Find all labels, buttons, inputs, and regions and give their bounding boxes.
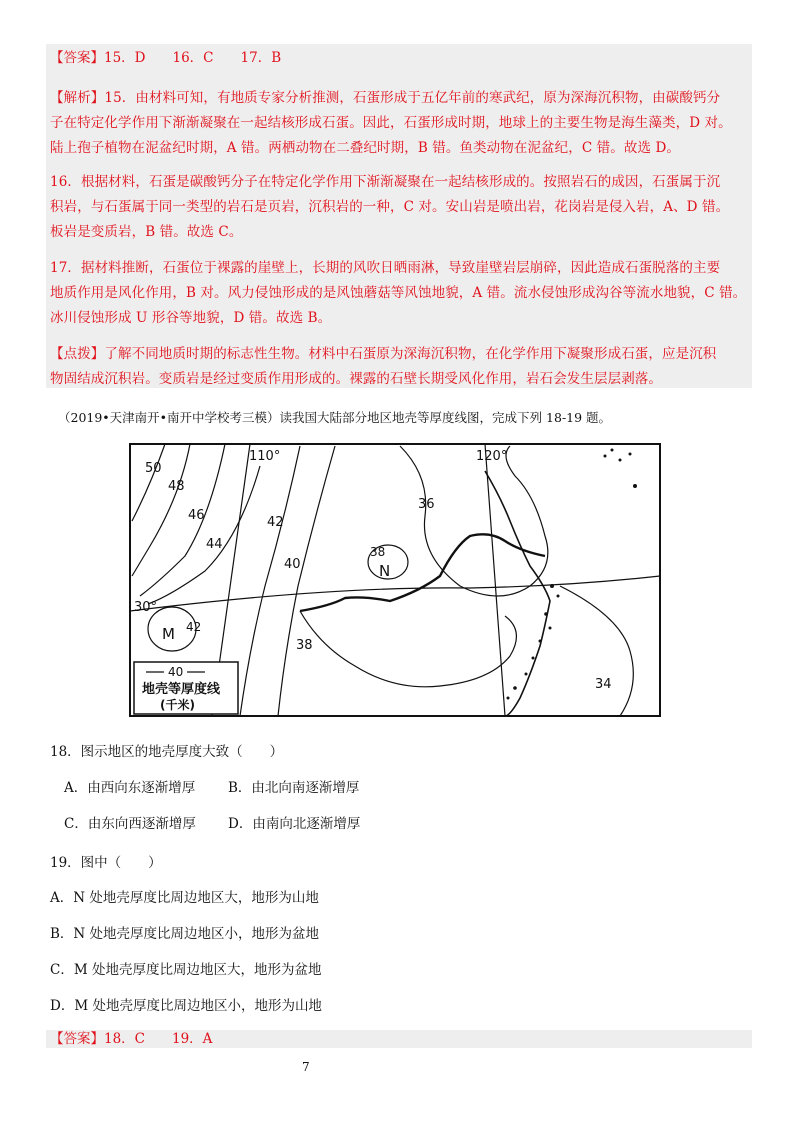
tip [50, 342, 750, 392]
meridian-110-label: 110° [249, 449, 281, 464]
page-number: 7 [302, 1060, 310, 1074]
analysis-17-line-1: 17．据材料推断，石蛋位于裸露的崖壁上，长期的风吹日晒雨淋，导致崖壁岩层崩碎，因此造成石蛋脱落的主要 [50, 260, 721, 276]
q18-stem: 18．图示地区的地壳厚度大致（ ） [50, 744, 284, 760]
legend-value: 40 [168, 665, 184, 679]
contour-label-42-m: 42 [186, 620, 202, 634]
answer-line-1 [50, 48, 281, 68]
tip-line-1: 了解不同地质时期的标志性生物。材料中石蛋原为深海沉积物，在化学作用下凝聚形成石蛋，应是沉积 [104, 346, 717, 362]
analysis-17-line-2: 地质作用是风化作用，B 对。风力侵蚀形成的是风蚀蘑菇等风蚀地貌，A 错。流水侵蚀形成沟谷等流水地貌，C 错。 [50, 285, 747, 301]
question-intro: （2019•天津南开•南开中学校考三模）读我国大陆部分地区地壳等厚度线图，完成下列 18-19 题。 [58, 410, 612, 425]
q19-stem: 19．图中（ ） [50, 855, 162, 871]
parallel-30-label: 30° [134, 600, 158, 615]
answer-2-text: 18．C 19．A [104, 1031, 213, 1047]
contour-label-42: 42 [267, 515, 284, 530]
analysis-16 [50, 170, 750, 245]
contour-label-44: 44 [206, 537, 223, 552]
analysis-15 [50, 86, 750, 161]
q19-option-d: D．M 处地壳厚度比周边地区小，地形为山地 [50, 998, 322, 1014]
point-n-label: N [379, 562, 391, 580]
legend-title: 地壳等厚度线 [142, 682, 221, 697]
tip-line-2: 物固结成沉积岩。变质岩是经过变质作用形成的。裸露的石壁长期受风化作用，岩石会发生层层剥落。 [50, 371, 662, 387]
analysis-16-line-1: 16．根据材料，石蛋是碳酸钙分子在特定化学作用下渐渐凝聚在一起结核形成的。按照岩石的成因，石蛋属于沉 [50, 174, 721, 190]
tip-tag: 【点拨】 [50, 346, 105, 362]
point-m-label: M [162, 625, 175, 643]
legend-unit: (千米) [160, 698, 195, 712]
contour-label-50: 50 [145, 461, 162, 476]
analysis-16-line-3: 板岩是变质岩，B 错。故选 C。 [50, 224, 243, 240]
analysis-15-line-3: 陆上孢子植物在泥盆纪时期，A 错。两栖动物在二叠纪时期，B 错。鱼类动物在泥盆纪，C 错。故选 D。 [50, 140, 680, 156]
q18-option-b: B．由北向南逐渐增厚 [228, 780, 360, 796]
contour-label-46: 46 [188, 508, 205, 523]
analysis-15-line-2: 子在特定化学作用下渐渐凝聚在一起结核形成石蛋。因此，石蛋形成时期，地球上的主要生物是海生藻类，D 对。 [50, 115, 732, 131]
answer-line-2 [50, 1030, 212, 1048]
q19-option-a: A．N 处地壳厚度比周边地区大，地形为山地 [50, 890, 319, 906]
contour-label-38-n: 38 [370, 545, 386, 559]
answer-tag: 【答案】 [50, 50, 104, 66]
q18-option-c: C．由东向西逐渐增厚 [64, 816, 196, 832]
contour-label-36: 36 [418, 497, 435, 512]
contour-label-40: 40 [284, 557, 301, 572]
contour-label-48: 48 [168, 479, 185, 494]
analysis-17-line-3: 冰川侵蚀形成 U 形谷等地貌，D 错。故选 B。 [50, 310, 332, 326]
q18-option-d: D．由南向北逐渐增厚 [228, 816, 361, 832]
contour-label-34: 34 [595, 677, 612, 692]
analysis-15-line-1: 15．由材料可知，有地质专家分析推测，石蛋形成于五亿年前的寒武纪，原为深海沉积物，由碳酸钙分 [104, 90, 721, 106]
q19-option-c: C．M 处地壳厚度比周边地区大，地形为盆地 [50, 962, 322, 978]
analysis-17 [50, 256, 750, 331]
crust-thickness-map [0, 436, 800, 736]
analysis-16-line-2: 积岩，与石蛋属于同一类型的岩石是页岩，沉积岩的一种，C 对。安山岩是喷出岩，花岗岩是侵入岩，A、D 错。 [50, 199, 730, 215]
q18-option-a: A．由西向东逐渐增厚 [64, 780, 196, 796]
q19-option-b: B．N 处地壳厚度比周边地区小，地形为盆地 [50, 926, 320, 942]
answer-2-tag: 【答案】 [50, 1031, 104, 1047]
meridian-120-label: 120° [476, 449, 508, 464]
answer-text: 15．D 16．C 17．B [104, 50, 282, 66]
analysis-tag: 【解析】 [50, 90, 105, 106]
contour-label-38-s: 38 [296, 638, 313, 653]
